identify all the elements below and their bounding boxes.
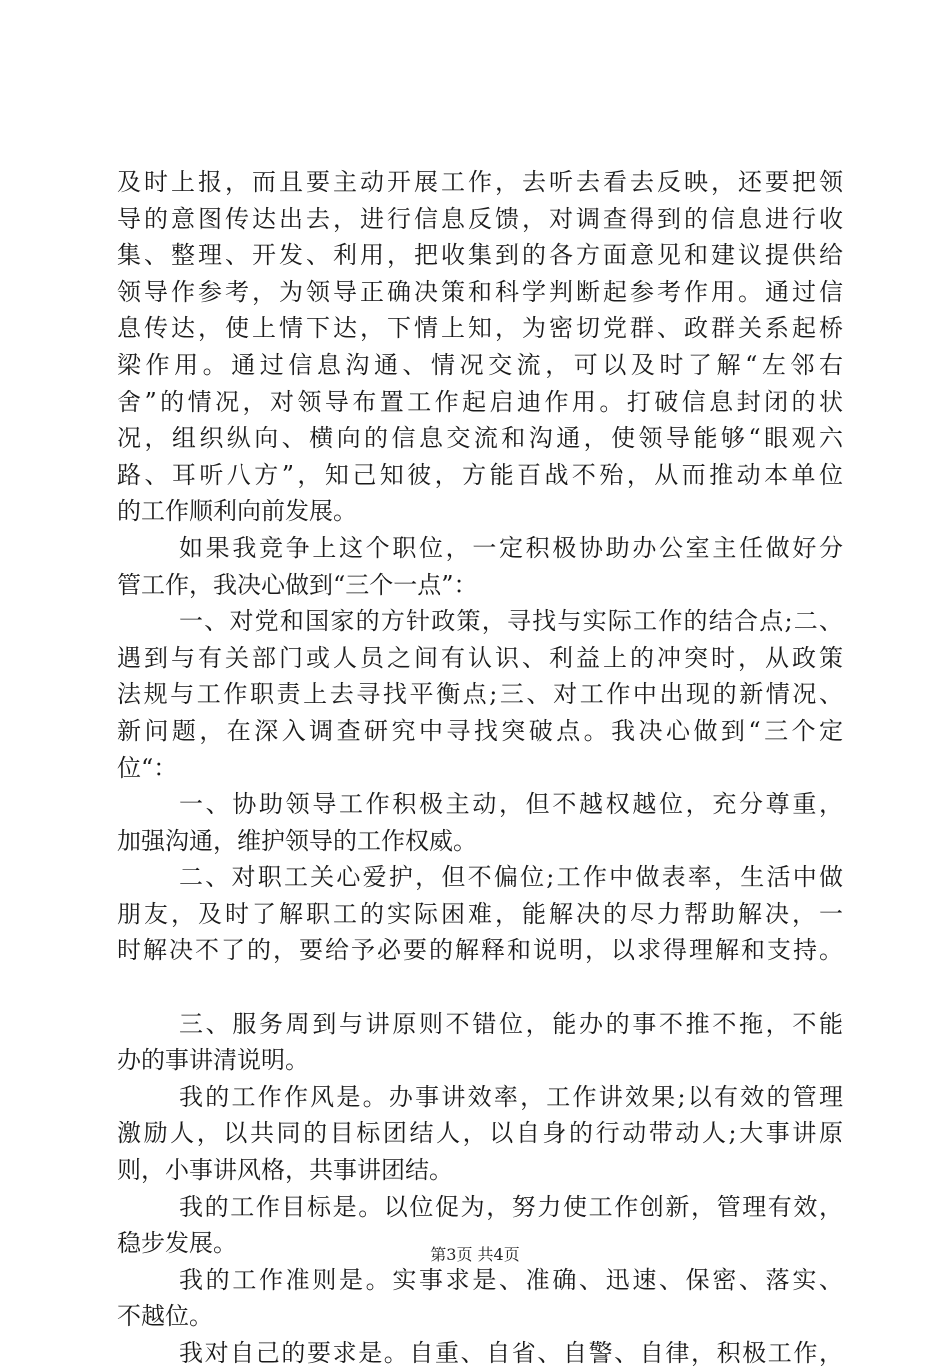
blank-line [117,969,843,1006]
text-line: 的工作顺利向前发展。 [117,497,357,526]
text-line: 我的工作目标是。以位促为，努力使工作创新，管理有效， [179,1192,843,1221]
text-line: 息传达，使上情下达，下情上知，为密切党群、政群关系起桥 [117,314,843,343]
text-line: 二、对职工关心爱护，但不偏位;工作中做表率，生活中做 [179,863,843,892]
text-line: 一、对党和国家的方针政策，寻找与实际工作的结合点;二、 [179,607,843,636]
text-line: 我的工作作风是。办事讲效率，工作讲效果;以有效的管理 [179,1082,843,1111]
text-line: 领导作参考，为领导正确决策和科学判断起参考作用。通过信 [117,277,843,306]
text-line: 不越位。 [117,1302,213,1331]
text-line: 三、服务周到与讲原则不错位，能办的事不推不拖，不能 [179,1009,843,1038]
text-line: 遇到与有关部门或人员之间有认识、利益上的冲突时，从政策 [117,643,843,672]
text-line: 况，组织纵向、横向的信息交流和沟通，使领导能够“眼观六 [117,424,843,453]
document-body [117,164,843,1372]
text-line: 办的事讲清说明。 [117,1046,309,1075]
text-line: 时解决不了的，要给予必要的解释和说明，以求得理解和支持。 [117,936,843,965]
text-line: 朋友，及时了解职工的实际困难，能解决的尽力帮助解决，一 [117,899,843,928]
text-line: 则，小事讲风格，共事讲团结。 [117,1156,453,1185]
text-line: 及时上报，而且要主动开展工作，去听去看去反映，还要把领 [117,168,843,196]
text-line: 法规与工作职责上去寻找平衡点;三、对工作中出现的新情况、 [117,680,843,709]
text-line: 加强沟通，维护领导的工作权威。 [117,826,477,855]
text-line: 我对自己的要求是。自重、自省、自警、自律，积极工作， [179,1339,843,1367]
text-line: 如果我竞争上这个职位，一定积极协助办公室主任做好分 [179,533,843,562]
page-footer: 第3页 共4页 [430,1245,520,1264]
text-line: 舍”的情况，对领导布置工作起启迪作用。打破信息封闭的状 [117,387,843,416]
text-line: 梁作用。通过信息沟通、情况交流，可以及时了解“左邻右 [117,350,843,379]
text-line: 一、协助领导工作积极主动，但不越权越位，充分尊重， [179,790,843,819]
text-line: 路、耳听八方”，知己知彼，方能百战不殆，从而推动本单位 [117,460,843,489]
text-line: 新问题，在深入调查研究中寻找突破点。我决心做到“三个定 [117,716,843,745]
text-line: 管工作，我决心做到“三个一点”： [117,570,478,599]
text-line: 导的意图传达出去，进行信息反馈，对调查得到的信息进行收 [117,204,843,233]
text-line: 我的工作准则是。实事求是、准确、迅速、保密、落实、 [179,1265,843,1294]
text-line: 激励人，以共同的目标团结人，以自身的行动带动人;大事讲原 [117,1119,843,1148]
text-line: 稳步发展。 [117,1229,237,1258]
text-line: 集、整理、开发、利用，把收集到的各方面意见和建议提供给 [117,241,843,270]
text-line: 位“： [117,753,178,782]
